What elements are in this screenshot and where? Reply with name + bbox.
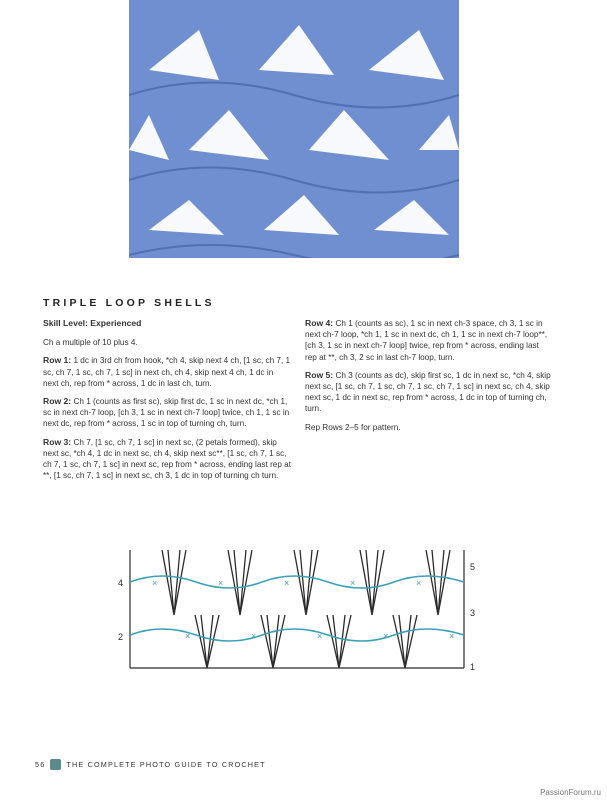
intro-text: Ch a multiple of 10 plus 4. bbox=[43, 338, 138, 348]
svg-text:×: × bbox=[383, 631, 389, 641]
repeat-note: Rep Rows 2–5 for pattern. bbox=[305, 422, 401, 432]
row-label: Row 4: bbox=[305, 318, 334, 328]
book-title: THE COMPLETE PHOTO GUIDE TO CROCHET bbox=[66, 760, 266, 769]
row-label: Row 2: bbox=[43, 396, 72, 407]
row-text: Ch 1 (counts as sc), 1 sc in next ch-3 space, ch 3, 1 sc in next ch-7 loop, *ch 1, 1 sc in next dc, ch 1, 1 sc in next ch-7 loop**, [ch 3, 1 sc in next ch-7 loop] twice, rep from * across, ending last rep at **, ch 3, 2 sc in last ch-7 loop, turn. bbox=[305, 319, 548, 362]
svg-text:×: × bbox=[350, 578, 356, 588]
svg-text:×: × bbox=[218, 578, 224, 588]
row-label: Row 5: bbox=[305, 369, 334, 380]
svg-text:×: × bbox=[152, 578, 158, 588]
pattern-title: TRIPLE LOOP SHELLS bbox=[43, 297, 215, 309]
row-3-label: 3 bbox=[470, 608, 476, 618]
left-column bbox=[43, 318, 291, 488]
svg-text:×: × bbox=[416, 578, 422, 588]
svg-text:×: × bbox=[449, 631, 455, 641]
book-logo-icon bbox=[50, 759, 61, 770]
row-3 bbox=[43, 437, 291, 482]
swatch-photo bbox=[129, 0, 459, 270]
row-text: Ch 1 (counts as first sc), skip first dc, 1 sc in next dc, *ch 1, sc in next ch-7 loop, [ch 3, 1 sc in next ch-7 loop] twice, ch 1, 1 sc in next dc, rep from * across, 1 sc in top of turning ch, turn. bbox=[43, 397, 290, 429]
svg-text:×: × bbox=[284, 578, 290, 588]
row-label: Row 1: bbox=[43, 355, 72, 366]
row-text: Ch 7, [1 sc, ch 7, 1 sc] in next sc, (2 petals formed), skip next sc, *ch 4, 1 dc in next sc, ch 4, skip next sc**, [1 sc, ch 7, 1 sc, ch 7, 1 sc, ch 7, 1 sc] in next sc, rep from * across, ending last rep at **, [1 sc, ch 7, 1 sc] in next sc, ch 3, 1 dc in top of turning ch turn. bbox=[43, 437, 292, 481]
row-text: Ch 3 (counts as dc), skip first sc, 1 dc in next sc, *ch 4, skip next sc, [1 sc, ch 7, 1 sc, ch 7, 1 sc, ch 7, 1 sc] in next sc, ch 4, skip next sc, 1 dc in next sc, rep from * across, 1 dc in top of turning ch, turn. bbox=[305, 370, 551, 414]
skill-level: Skill Level: Experienced bbox=[43, 318, 142, 328]
row-5 bbox=[305, 370, 553, 415]
row-5-label: 5 bbox=[470, 562, 476, 572]
svg-text:×: × bbox=[185, 631, 191, 641]
row-text: 1 dc in 3rd ch from hook, *ch 4, skip next 4 ch, [1 sc, ch 7, 1 sc, ch 7, 1 sc, ch 7, 1 sc] in next ch, ch 4, skip next 4 ch, 1 dc in next ch, rep from * across, 1 dc in last ch, turn. bbox=[43, 356, 291, 388]
row-4-label: 4 bbox=[118, 578, 124, 588]
right-column bbox=[305, 318, 553, 440]
row-1 bbox=[43, 355, 291, 389]
stitch-diagram bbox=[112, 540, 492, 678]
row-2 bbox=[43, 396, 291, 430]
page-footer bbox=[35, 759, 266, 770]
row-label: Row 3: bbox=[43, 436, 72, 447]
svg-text:×: × bbox=[317, 631, 323, 641]
row-4 bbox=[305, 318, 553, 363]
watermark: PassionForum.ru bbox=[540, 788, 601, 797]
row-1-label: 1 bbox=[470, 662, 476, 672]
row-2-label: 2 bbox=[118, 632, 124, 642]
page-number: 56 bbox=[35, 760, 46, 769]
svg-text:×: × bbox=[251, 631, 257, 641]
